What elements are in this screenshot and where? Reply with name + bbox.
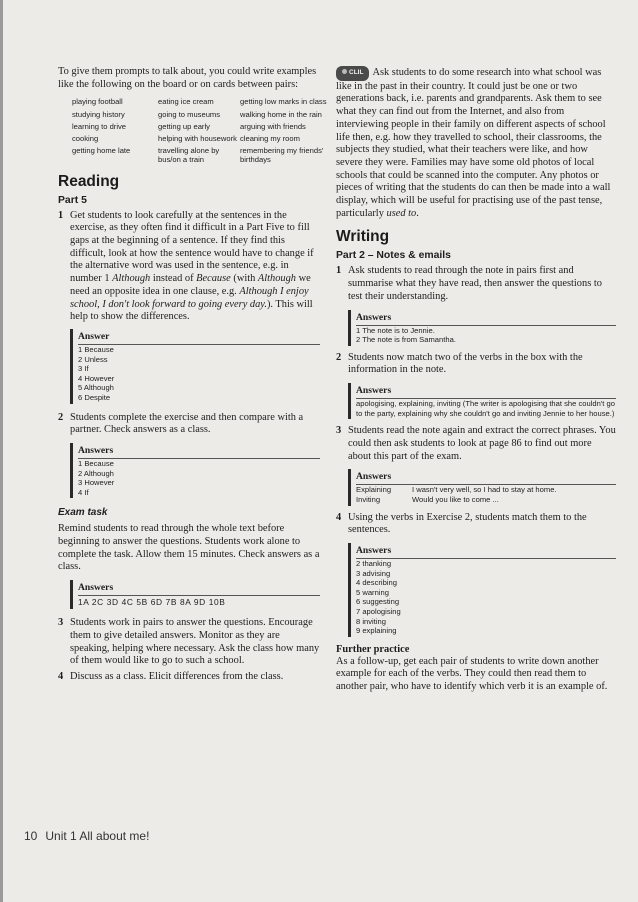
answer-title: Answer [78, 330, 110, 342]
item-text: Students now match two of the verbs in the box with the information in the note. [348, 351, 583, 376]
prompt-cell: helping with housework [158, 134, 237, 144]
item-text: we need an opposite idea in one clause, e.g. [70, 273, 311, 297]
prompt-cell: eating ice cream [158, 97, 214, 107]
answer-text: apologising, explaining, inviting (The writer is apologising that she couldn't go to the party, explaining why she couldn't go and inviting Jennie to her house.) [356, 399, 615, 418]
item-text: Discuss as a class. Elicit differences from the class. [70, 670, 284, 682]
italic-word: Because [196, 273, 231, 285]
part2-heading: Part 2 – Notes & emails [336, 250, 451, 262]
item-text: Students read the note again and extract the correct phrases. You could then ask students to look at page 86 to find out more about this part of the exam. [348, 425, 616, 462]
prompt-cell: travelling alone by bus/on a train [158, 146, 220, 165]
item-text: Students complete the exercise and then compare with a partner. Check answers as a class. [70, 411, 304, 436]
prompt-cell: getting low marks in class [240, 97, 327, 107]
reading-item-2 [58, 412, 320, 437]
unit-label: Unit 1 All about me! [45, 829, 150, 843]
item-number: 4 [58, 670, 64, 682]
reading-item-3 [58, 617, 320, 668]
writing-item-1 [336, 265, 616, 303]
writing-answer-box-3 [348, 469, 616, 505]
italic-example: Although I enjoy school, I don't look forward to going every day. [70, 285, 309, 310]
answer-title: Answers [356, 311, 392, 323]
answer-line: 2 Unless [78, 354, 108, 364]
answer-line: 4 If [78, 487, 89, 497]
answer-line: 7 apologising [356, 607, 401, 616]
answer-title: Answers [356, 471, 392, 483]
answer-title: Answers [78, 444, 114, 456]
reading-item-1 [58, 210, 320, 324]
prompt-cell: getting up early [158, 121, 210, 131]
clil-badge [336, 66, 369, 81]
answer-title: Answers [78, 582, 114, 594]
italic-word: Although [112, 273, 151, 285]
item-number: 1 [336, 265, 342, 277]
further-practice-heading: Further practice [336, 643, 410, 655]
writing-answer-box-4 [348, 543, 616, 637]
answer-line: 2 The note is from Samantha. [356, 335, 456, 345]
function-label: Inviting [356, 495, 381, 505]
further-practice-text: As a follow-up, get each pair of students to write down another example for each of the verbs. They could then read them to another pair, who have to identify which verb it is an example of. [336, 655, 608, 693]
part5-heading: Part 5 [58, 194, 87, 206]
page-number: 10 [24, 829, 38, 843]
prompt-pairs-table [72, 97, 327, 165]
answer-line: 4 describing [356, 578, 397, 588]
page-footer [24, 829, 149, 843]
item-number: 3 [336, 425, 342, 437]
item-text: Students work in pairs to answer the questions. Encourage them to give detailed answers. Monitor as they are speaking, helping where necessary. Ask the class how many of them would like to go to such a school. [70, 617, 320, 667]
writing-item-3 [336, 425, 616, 463]
clil-italic: used to [386, 207, 417, 219]
answer-line: 3 advising [356, 568, 391, 578]
italic-word: Although [257, 273, 297, 285]
item-number: 3 [58, 617, 64, 629]
answer-title: Answers [356, 385, 392, 397]
prompt-cell: studying history [72, 109, 125, 119]
prompt-cell: getting home late [72, 146, 131, 156]
clil-text: Ask students to do some research into what school was like in the past in their country. It could just be one or two generations back, i.e. parents and grandparents. Ask them to see what they can find out from the Internet, and also from interviewing people in their family on different aspects of school life then, e.g. how they travelled to school, their classrooms, the subjects they studied, what their teachers were like, and how severe they were. Families may have some old photos of local schools that could be scanned into the computer. Any photos or pieces of writing that the students do can then be made into a wall display, which will be useful for practising use of the past tense, particularly [336, 67, 611, 219]
phrase: I wasn't very well, so I had to stay at home. [412, 485, 557, 495]
answer-row [356, 495, 616, 505]
answer-line: 6 Despite [78, 392, 111, 402]
prompt-cell: remembering my friends' birthdays [240, 146, 324, 165]
item-text: Get students to look carefully at the sentences in the exercise, as they often find it difficult in a Part Five to fill gaps at the beginning of a sentence. If they find this difficult, look at how the sentence would have to change if the alternative word was used in the sentence, e.g. in number 1 [70, 209, 314, 285]
function-label: Explaining [356, 485, 392, 495]
prompt-cell: going to museums [158, 109, 221, 119]
writing-item-2 [336, 352, 616, 377]
answer-line: 1 Because [78, 458, 114, 468]
answer-box-2 [70, 443, 320, 498]
item-text: instead of [150, 273, 197, 285]
answer-line: 8 inviting [356, 616, 386, 626]
item-number: 2 [58, 411, 64, 423]
exam-task-text: Remind students to read through the whole text before beginning to answer the questions. Students work alone to complete the task. Allow them 15 minutes. Check answers as a class. [58, 523, 320, 573]
badge-dot-icon [342, 69, 347, 74]
prompt-cell: arguing with friends [240, 121, 306, 131]
answer-line: 2 Although [78, 468, 114, 478]
answer-title: Answers [356, 545, 392, 557]
answer-line: 1 The note is to Jennie. [356, 325, 435, 335]
item-text: Using the verbs in Exercise 2, students match them to the sentences. [348, 511, 587, 536]
answer-line: 9 explaining [356, 626, 397, 636]
writing-heading: Writing [336, 228, 390, 246]
item-number: 1 [58, 209, 64, 221]
item-number: 4 [336, 511, 342, 523]
intro-paragraph: To give them prompts to talk about, you could write examples like the following on the board or on cards between pairs: [58, 66, 317, 90]
prompt-cell: learning to drive [72, 121, 127, 131]
answer-line: 5 Although [78, 383, 114, 393]
writing-answer-box-2 [348, 383, 616, 419]
reading-heading: Reading [58, 172, 120, 190]
prompt-cell: walking home in the rain [240, 109, 322, 119]
item-text: ). This will help to show the differences. [70, 298, 313, 323]
answer-line: 2 thanking [356, 559, 392, 569]
writing-answer-box-1 [348, 310, 616, 346]
page-edge [0, 0, 3, 902]
clil-badge-label: CLIL [349, 69, 364, 76]
answer-line: 1A 2C 3D 4C 5B 6D 7B 8A 9D 10B [78, 597, 226, 608]
exam-task-heading: Exam task [58, 507, 108, 519]
prompt-cell: cooking [72, 134, 99, 144]
item-text: Ask students to read through the note in pairs first and summarise what they have read, then answer the questions to test their understanding. [348, 265, 602, 302]
reading-item-4 [58, 671, 320, 684]
right-column [336, 66, 616, 694]
answer-line: 6 suggesting [356, 597, 400, 607]
answer-line: 1 Because [78, 344, 114, 354]
answer-line: 3 If [78, 364, 89, 374]
answer-box-3 [70, 580, 320, 609]
clil-paragraph [336, 66, 616, 220]
answer-box-1 [70, 329, 320, 404]
prompt-cell: cleaning my room [240, 134, 300, 144]
item-number: 2 [336, 351, 342, 363]
prompt-cell: playing football [72, 97, 123, 107]
phrase: Would you like to come ... [412, 495, 499, 505]
writing-item-4 [336, 512, 616, 537]
left-column [58, 66, 327, 684]
answer-line: 4 However [78, 373, 115, 383]
answer-line: 3 However [78, 478, 115, 488]
clil-end: . [416, 207, 419, 219]
answer-row [356, 485, 616, 495]
answer-line: 5 warning [356, 587, 389, 597]
item-text: (with [230, 273, 258, 285]
